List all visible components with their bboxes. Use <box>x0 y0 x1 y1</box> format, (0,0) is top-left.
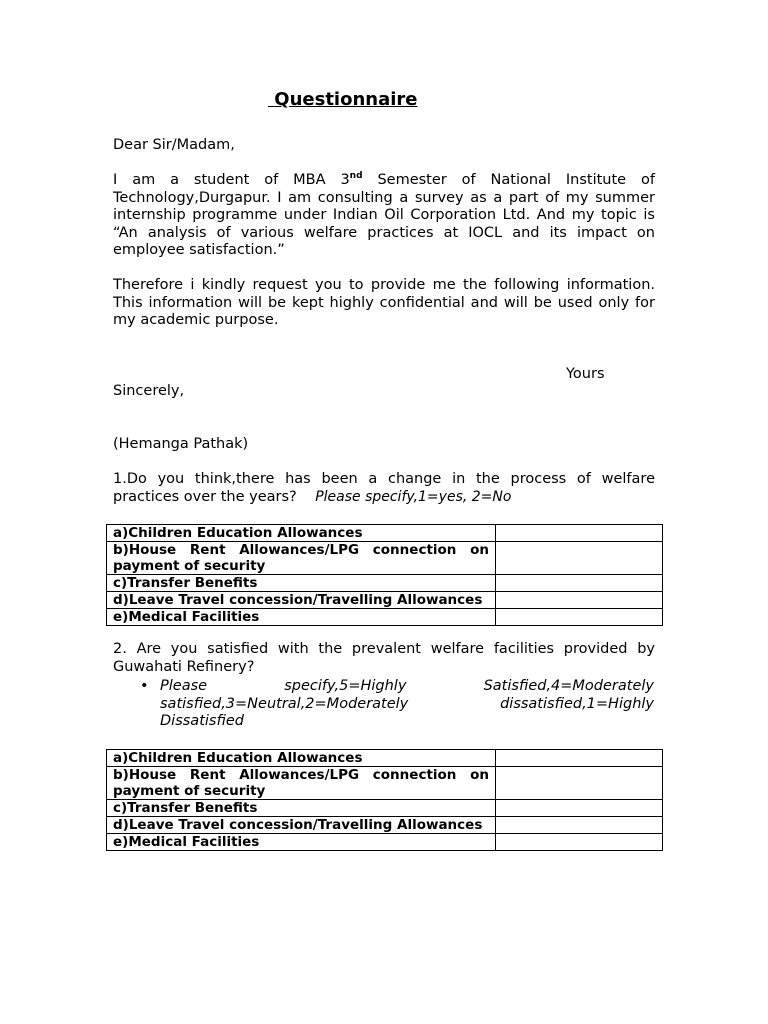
intro-superscript: nd <box>349 171 363 182</box>
answer-cell[interactable] <box>496 542 663 575</box>
answer-cell[interactable] <box>496 767 663 800</box>
intro-part2: Semester of National Institute of Technology,Durgapur. I am consulting a survey as a part of my summer internship programme under Indian Oil Corporation Ltd. And my topic is “An analysis of various welfare practices at IOCL and its impact on employee satisfaction.” <box>113 172 655 258</box>
row-label: d)Leave Travel concession/Travelling Allowances <box>107 592 496 609</box>
question-1 <box>113 471 655 506</box>
table-row <box>107 575 663 592</box>
table-row <box>107 750 663 767</box>
question-1-table <box>106 524 663 626</box>
row-label: c)Transfer Benefits <box>107 575 496 592</box>
answer-cell[interactable] <box>496 800 663 817</box>
answer-cell[interactable] <box>496 525 663 542</box>
question-1-text: 1.Do you think,there has been a change in the process of welfare practices over the years? <box>113 471 655 505</box>
row-label: e)Medical Facilities <box>107 609 496 626</box>
row-label: e)Medical Facilities <box>107 834 496 851</box>
intro-paragraph <box>113 172 655 260</box>
page-title: Questionnaire <box>274 89 418 110</box>
table-row <box>107 817 663 834</box>
row-label: c)Transfer Benefits <box>107 800 496 817</box>
table-row <box>107 767 663 800</box>
answer-cell[interactable] <box>496 609 663 626</box>
row-label: a)Children Education Allowances <box>107 750 496 767</box>
request-paragraph: Therefore i kindly request you to provide me the following information. This information will be kept highly confidential and will be used only for my academic purpose. <box>113 277 655 328</box>
table-row <box>107 609 663 626</box>
answer-cell[interactable] <box>496 834 663 851</box>
answer-cell[interactable] <box>496 575 663 592</box>
table-row <box>107 525 663 542</box>
row-label: d)Leave Travel concession/Travelling Allowances <box>107 817 496 834</box>
bullet-icon: • <box>140 678 149 694</box>
signature-name: (Hemanga Pathak) <box>113 436 249 452</box>
question-2-hint: Please specify,5=Highly Satisfied,4=Moderately satisfied,3=Neutral,2=Moderately dissatisfied,1=Highly Dissatisfied <box>160 678 654 729</box>
question-2: 2. Are you satisfied with the prevalent welfare facilities provided by Guwahati Refinery? <box>113 641 655 675</box>
row-label: b)House Rent Allowances/LPG connection on payment of security <box>107 542 496 575</box>
table-row <box>107 800 663 817</box>
table-row <box>107 592 663 609</box>
table-row <box>107 542 663 575</box>
answer-cell[interactable] <box>496 750 663 767</box>
row-label: b)House Rent Allowances/LPG connection on payment of security <box>107 767 496 800</box>
question-1-hint: Please specify,1=yes, 2=No <box>315 488 512 505</box>
row-label: a)Children Education Allowances <box>107 525 496 542</box>
answer-cell[interactable] <box>496 592 663 609</box>
answer-cell[interactable] <box>496 817 663 834</box>
closing-sincerely: Sincerely, <box>113 383 185 399</box>
intro-part1: I am a student of MBA 3 <box>113 172 350 188</box>
salutation: Dear Sir/Madam, <box>113 137 235 153</box>
closing-yours: Yours <box>566 366 605 382</box>
question-2-table <box>106 749 663 851</box>
table-row <box>107 834 663 851</box>
